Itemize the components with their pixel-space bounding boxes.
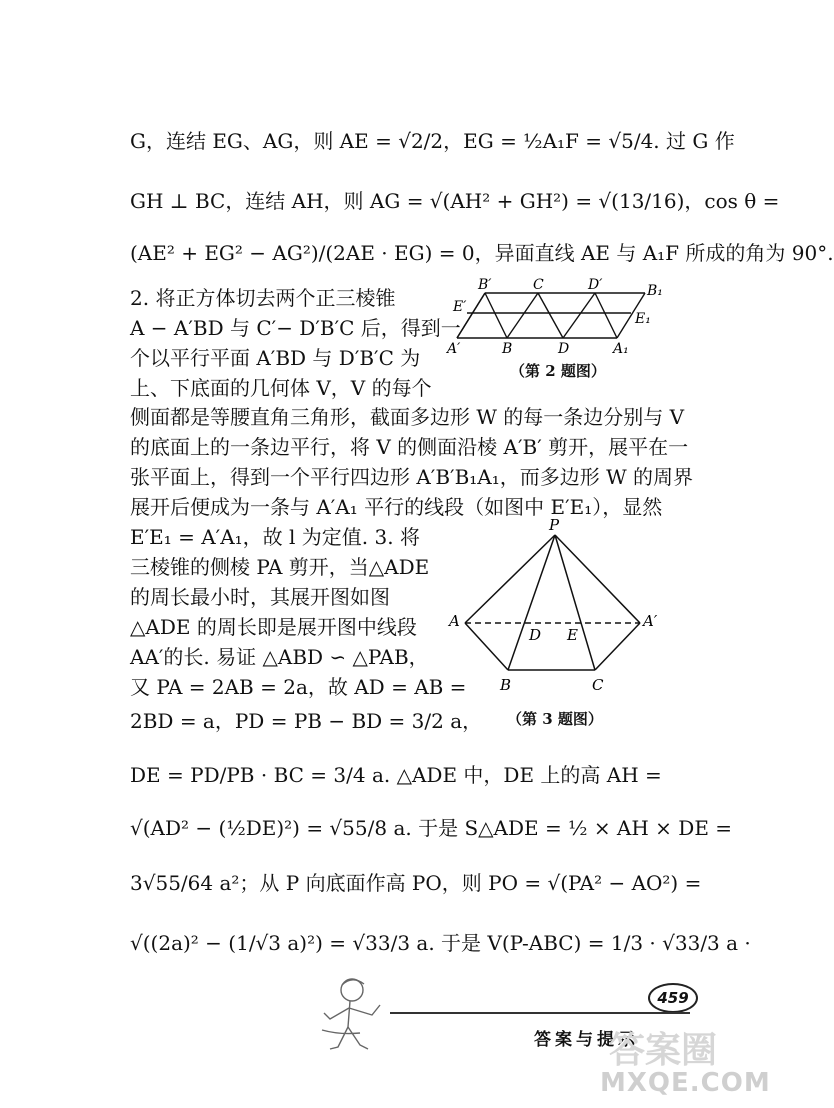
text-line-19: DE = PD/PB · BC = 3/4 a. △ADE 中，DE 上的高 AH = (130, 763, 662, 787)
fig2-label-Bp: B′ (478, 277, 492, 293)
fig2-label-B1: B₁ (647, 283, 663, 299)
fig2-label-C: C (533, 277, 544, 293)
fig2-label-Dp: D′ (588, 277, 603, 293)
text-line-21: 3√55/64 a²；从 P 向底面作高 PO，则 PO = √(PA² − AO²) = (130, 871, 702, 895)
text-line-1: G，连结 EG、AG，则 AE = √2/2，EG = ½A₁F = √5/4. 过 G 作 (130, 129, 735, 153)
text-line-14: 的周长最小时，其展开图如图 (130, 585, 390, 609)
text-line-20: √(AD² − (½DE)²) = √55/8 a. 于是 S△ADE = ½ × AH × DE = (130, 816, 733, 840)
text-line-17: 又 PA = 2AB = 2a，故 AD = AB = (130, 675, 467, 699)
fig3-label-P: P (549, 516, 560, 534)
text-line-10: 张平面上，得到一个平行四边形 A′B′B₁A₁，而多边形 W 的周界 (130, 465, 694, 489)
watermark-logo (605, 1022, 745, 1072)
text-line-13: 三棱锥的侧棱 PA 剪开，当△ADE (130, 555, 430, 579)
text-line-7: 上、下底面的几何体 V，V 的每个 (130, 376, 432, 400)
text-line-8: 侧面都是等腰直角三角形，截面多边形 W 的每一条边分别与 V (130, 405, 685, 429)
fig2-label-A1: A₁ (613, 341, 629, 357)
text-line-4: 2. 将正方体切去两个正三棱锥 (130, 286, 396, 310)
figure-2-caption: （第 2 题图） (510, 362, 606, 380)
fig3-label-D: D (529, 626, 542, 644)
footer-section-label: 答案与提示 (534, 1030, 639, 1050)
text-line-16: AA′的长. 易证 △ABD ∽ △PAB， (130, 645, 429, 669)
fig3-label-A: A (449, 612, 460, 630)
text-line-9: 的底面上的一条边平行，将 V 的侧面沿棱 A′B′ 剪开，展平在一 (130, 435, 689, 459)
fig2-label-E1: E₁ (635, 311, 651, 327)
text-line-3: (AE² + EG² − AG²)/(2AE · EG) = 0，异面直线 AE 与 A₁F 所成的角为 90°. (130, 241, 834, 265)
watermark-text: 答案圈 (609, 1030, 718, 1071)
figure-3-caption: （第 3 题图） (507, 710, 603, 728)
watermark-url: MXQE.COM (600, 1068, 771, 1098)
text-line-22: √((2a)² − (1/√3 a)²) = √33/3 a. 于是 V(P-ABC) = 1/3 · √33/3 a · (130, 931, 751, 955)
figure-3-diagram (445, 516, 670, 695)
text-line-12: E′E₁ = A′A₁，故 l 为定值. 3. 将 (130, 525, 420, 549)
fig3-label-B: B (500, 676, 512, 694)
text-line-2: GH ⊥ BC，连结 AH，则 AG = √(AH² + GH²) = √(13/16)，cos θ = (130, 189, 780, 213)
text-line-15: △ADE 的周长即是展开图中线段 (130, 615, 417, 639)
fig2-label-D: D (558, 341, 570, 357)
fig2-label-A: A′ (447, 341, 461, 357)
text-line-11: 展开后便成为一条与 A′A₁ 平行的线段（如图中 E′E₁），显然 (130, 495, 663, 519)
text-line-5: A − A′BD 与 C′− D′B′C 后，得到一 (130, 316, 461, 340)
page-number: 459 (648, 983, 698, 1013)
figure-2-diagram (445, 275, 665, 355)
fig3-label-Ap: A′ (643, 612, 658, 630)
fig2-label-B: B (502, 341, 513, 357)
text-line-6: 个以平行平面 A′BD 与 D′B′C 为 (130, 346, 421, 370)
footer-rule (390, 1012, 690, 1014)
mascot-illustration (320, 975, 390, 1060)
fig3-label-E: E (567, 626, 578, 644)
fig3-label-C: C (592, 676, 604, 694)
text-line-18: 2BD = a，PD = PB − BD = 3/2 a， (130, 709, 483, 733)
fig2-label-Ep: E′ (453, 299, 467, 315)
